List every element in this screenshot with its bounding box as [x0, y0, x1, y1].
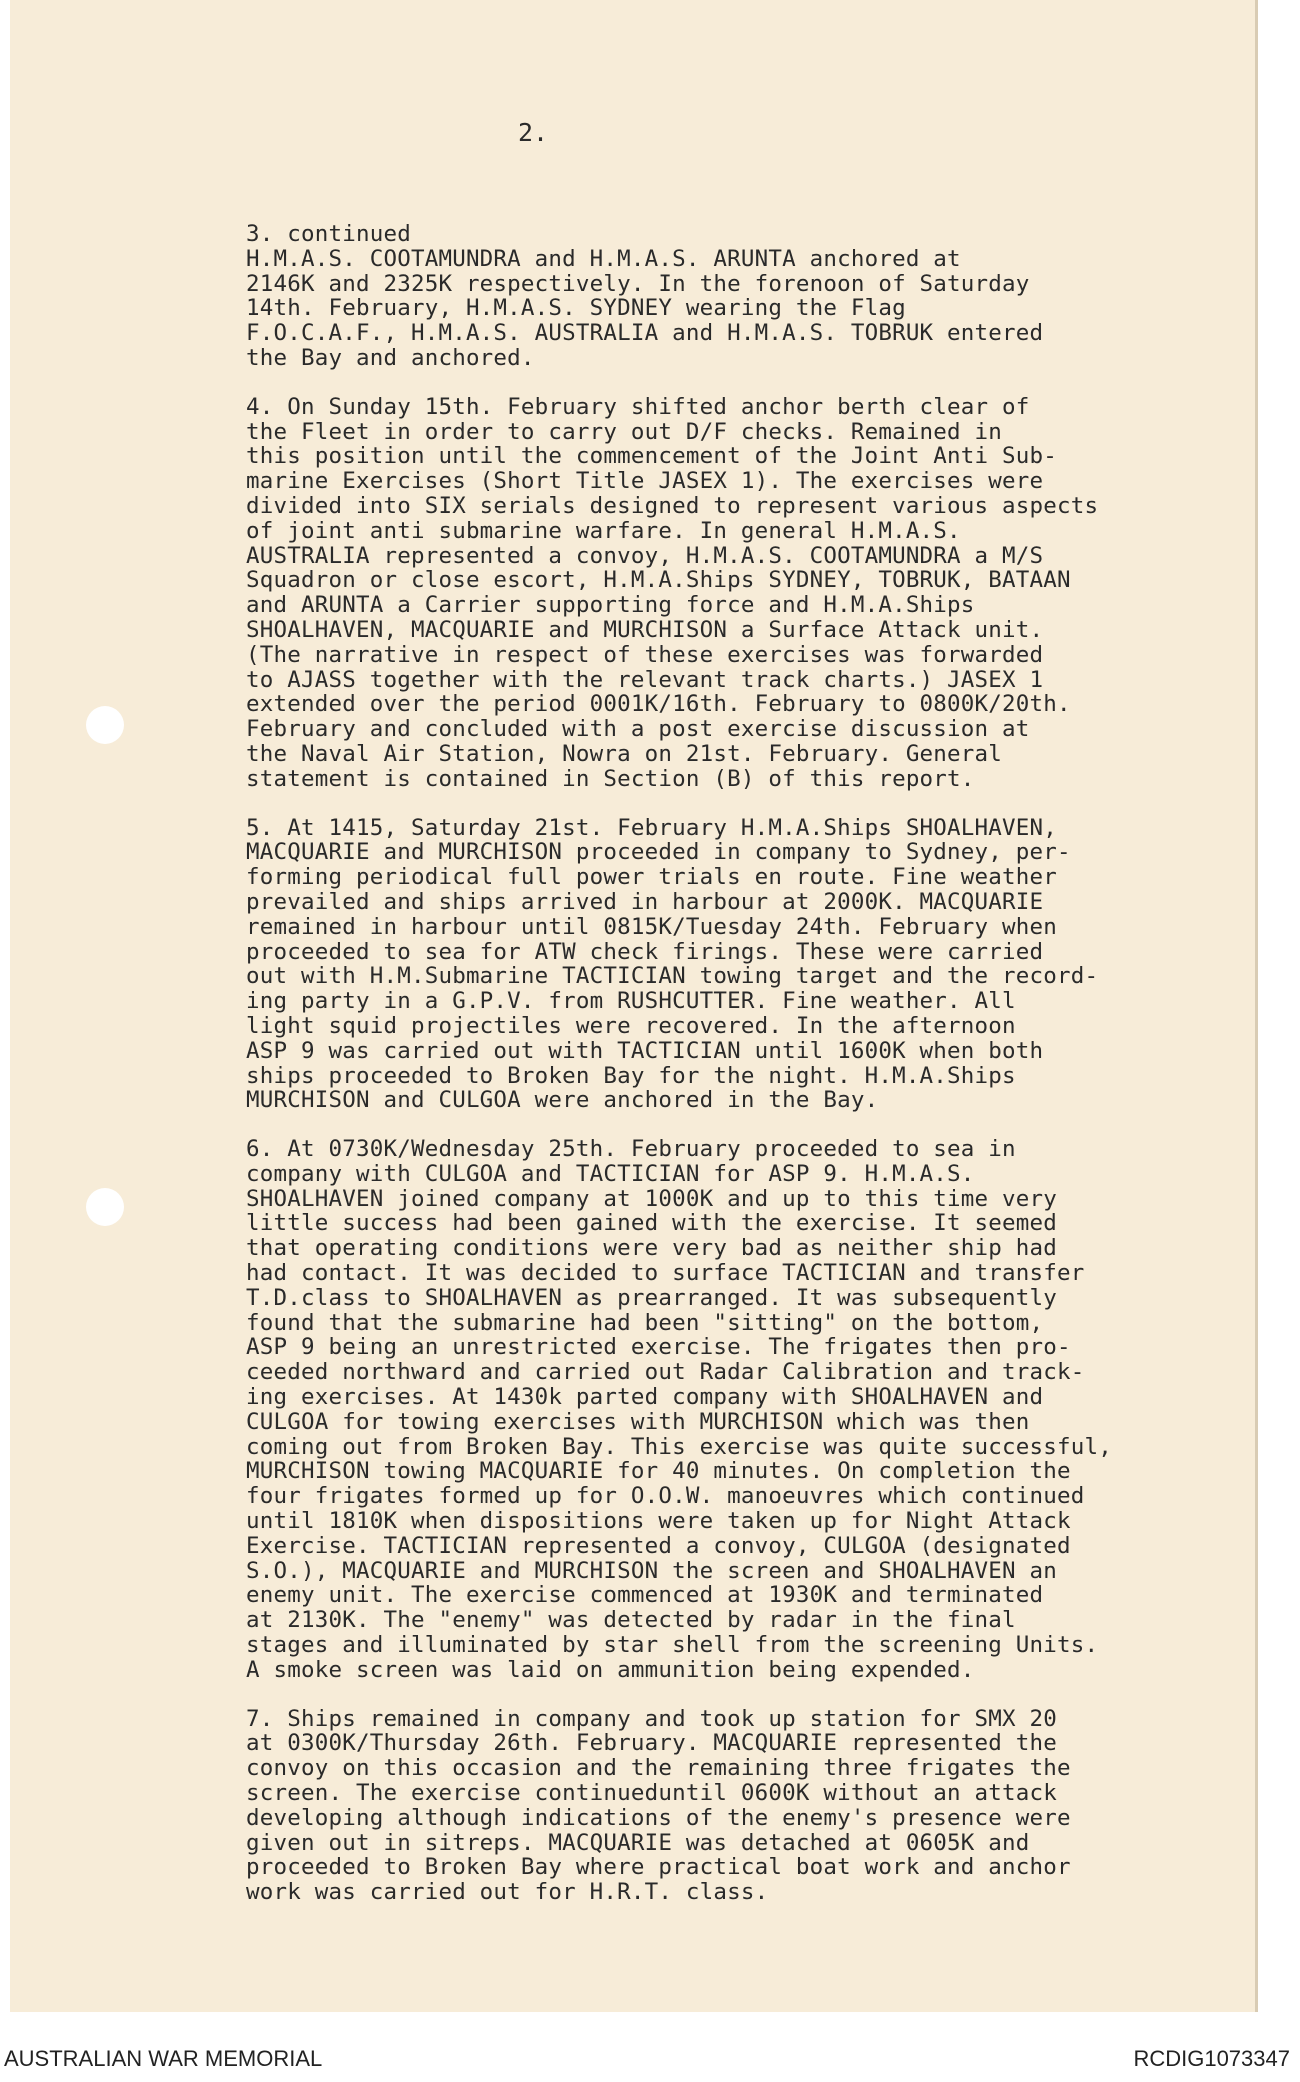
footer-identifier: RCDIG1073347 [1133, 2046, 1290, 2071]
punch-hole [86, 1188, 124, 1226]
punch-hole [86, 706, 124, 744]
page-number: 2. [518, 118, 549, 147]
paragraph-3: 3. continued H.M.A.S. COOTAMUNDRA and H.M.A.S. ARUNTA anchored at 2146K and 2325K respectively. In the forenoon of Saturday 14th. February, H.M.A.S. SYDNEY wearing the Flag F.O.C.A.F., H.M.A.S. AUSTRALIA and H.M.A.S. TOBRUK entered the Bay and anchored. [246, 221, 1044, 371]
paragraph-4: 4. On Sunday 15th. February shifted anchor berth clear of the Fleet in order to carry out D/F checks. Remained in this position until the commencement of the Joint Anti Sub- marine Exercises (Short Title JASEX 1). The exercises were divided into SIX serials designed to represent various aspects of joint anti submarine warfare. In general H.M.A.S. AUSTRALIA represented a convoy, H.M.A.S. COOTAMUNDRA a M/S Squadron or close escort, H.M.A.Ships SYDNEY, TOBRUK, BATAAN and ARUNTA a Carrier supporting force and H.M.A.Ships SHOALHAVEN, MACQUARIE and MURCHISON a Surface Attack unit. (The narrative in respect of these exercises was forwarded to AJASS together with the relevant track charts.) JASEX 1 extended over the period 0001K/16th. February to 0800K/20th. February and concluded with a post exercise discussion at the Naval Air Station, Nowra on 21st. February. General statement is contained in Section (B) of this report. [246, 393, 1099, 792]
footer-bar [0, 2046, 1300, 2074]
document-page [10, 0, 1258, 2012]
footer-source: AUSTRALIAN WAR MEMORIAL [4, 2046, 323, 2071]
paragraph-7: 7. Ships remained in company and took up station for SMX 20 at 0300K/Thursday 26th. February. MACQUARIE represented the convoy on this occasion and the remaining three frigates the screen. The exercise continueduntil 0600K without an attack developing although indications of the enemy's presence were given out in sitreps. MACQUARIE was detached at 0605K and proceeded to Broken Bay where practical boat work and anchor work was carried out for H.R.T. class. [246, 1705, 1071, 1906]
paragraph-5: 5. At 1415, Saturday 21st. February H.M.A.Ships SHOALHAVEN, MACQUARIE and MURCHISON proceeded in company to Sydney, per- forming periodical full power trials en route. Fine weather prevailed and ships arrived in harbour at 2000K. MACQUARIE remained in harbour until 0815K/Tuesday 24th. February when proceeded to sea for ATW check firings. These were carried out with H.M.Submarine TACTICIAN towing target and the record- ing party in a G.P.V. from RUSHCUTTER. Fine weather. All light squid projectiles were recovered. In the afternoon ASP 9 was carried out with TACTICIAN until 1600K when both ships proceeded to Broken Bay for the night. H.M.A.Ships MURCHISON and CULGOA were anchored in the Bay. [246, 814, 1099, 1114]
paragraph-6: 6. At 0730K/Wednesday 25th. February proceeded to sea in company with CULGOA and TACTICIAN for ASP 9. H.M.A.S. SHOALHAVEN joined company at 1000K and up to this time very little success had been gained with the exercise. It seemed that operating conditions were very bad as neither ship had had contact. It was decided to surface TACTICIAN and transfer T.D.class to SHOALHAVEN as prearranged. It was subsequently found that the submarine had been "sitting" on the bottom, ASP 9 being an unrestricted exercise. The frigates then pro- ceeded northward and carried out Radar Calibration and track- ing exercises. At 1430k parted company with SHOALHAVEN and CULGOA for towing exercises with MURCHISON which was then coming out from Broken Bay. This exercise was quite successful, MURCHISON towing MACQUARIE for 40 minutes. On completion the four frigates formed up for O.O.W. manoeuvres which continued until 1810K when dispositions were taken up for Night Attack Exercise. TACTICIAN represented a convoy, CULGOA (designated S.O.), MACQUARIE and MURCHISON the screen and SHOALHAVEN an enemy unit. The exercise commenced at 1930K and terminated at 2130K. The "enemy" was detected by radar in the final stages and illuminated by star shell from the screening Units. A smoke screen was laid on ammunition being expended. [246, 1136, 1113, 1683]
document-body [246, 222, 1206, 1929]
